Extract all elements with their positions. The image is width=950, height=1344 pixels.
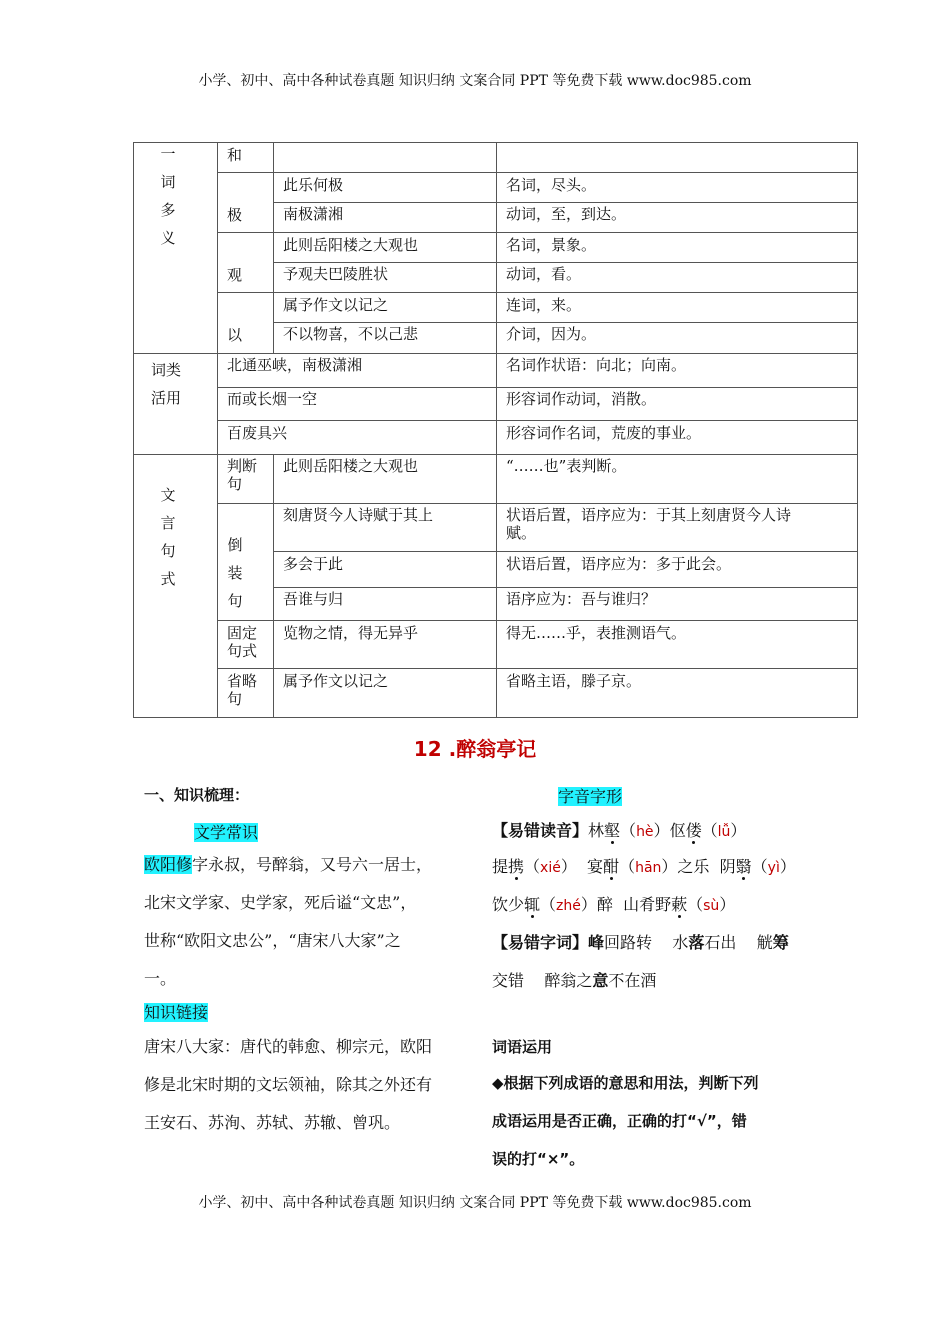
- example-guan-2: 予观夫巴陵胜状: [283, 265, 389, 283]
- explain-guan-2: 动词，看。: [506, 265, 582, 283]
- pronunciation-line-1: 【易错读音】林壑（hè）伛偻（lǚ）: [492, 821, 747, 840]
- error-words-line-2: 交错 醉翁之意不在酒: [492, 971, 657, 990]
- page-header: 小学、初中、高中各种试卷真题 知识归纳 文案合同 PPT 等免费下载 www.doc985.com: [198, 73, 752, 89]
- explain-fixed-pattern: 得无……乎，表推测语气。: [506, 624, 687, 642]
- knowledge-link-line: 修是北宋时期的文坛领袖，除其之外还有: [144, 1075, 433, 1094]
- example-inversion-2: 多会于此: [283, 555, 344, 573]
- explain-word-class-3: 形容词作名词，荒废的事业。: [506, 424, 702, 442]
- example-inversion-1: 刻唐贤今人诗赋于其上: [283, 506, 434, 524]
- knowledge-table: [133, 142, 858, 718]
- example-word-class-2: 而或长烟一空: [227, 390, 318, 408]
- literature-label: 文学常识: [194, 823, 259, 842]
- instruction-line: 成语运用是否正确，正确的打“√”，错: [492, 1112, 747, 1130]
- knowledge-link-line: 王安石、苏洵、苏轼、苏辙、曾巩。: [144, 1113, 401, 1132]
- type-omission: 省略 句: [227, 672, 258, 708]
- explain-yi-1: 连词，来。: [506, 296, 582, 314]
- explain-word-class-1: 名词作状语：向北；向南。: [506, 356, 687, 374]
- word-ji: 极: [227, 206, 243, 224]
- word-guan: 观: [227, 266, 243, 284]
- explain-judgment: “……也”表判断。: [506, 457, 627, 475]
- example-guan-1: 此则岳阳楼之大观也: [283, 236, 419, 254]
- type-fixed-pattern: 固定 句式: [227, 624, 258, 660]
- section-heading: 一、知识梳理：: [144, 786, 250, 804]
- pronunciation-label: 字音字形: [558, 787, 623, 806]
- explain-guan-1: 名词，景象。: [506, 236, 597, 254]
- example-ji-1: 此乐何极: [283, 176, 344, 194]
- example-fixed-pattern: 览物之情，得无异乎: [283, 624, 419, 642]
- example-ji-2: 南极潇湘: [283, 205, 344, 223]
- word-usage-heading: 词语运用: [492, 1038, 553, 1056]
- example-word-class-3: 百废具兴: [227, 424, 288, 442]
- section-label-polysemy: 一 词 多 义: [160, 145, 176, 247]
- explain-inversion-3: 语序应为：吾与谁归？: [506, 590, 657, 608]
- example-word-class-1: 北通巫峡，南极潇湘: [227, 356, 363, 374]
- author-bio-line: 世称“欧阳文忠公”，“唐宋八大家”之: [144, 931, 401, 950]
- instruction-line: ◆根据下列成语的意思和用法，判断下列: [492, 1074, 759, 1092]
- section-label-word-class: 词类 活用: [151, 361, 182, 407]
- explain-inversion-1: 状语后置，语序应为：于其上刻唐贤今人诗 赋。: [506, 506, 792, 542]
- explain-ji-1: 名词，尽头。: [506, 176, 597, 194]
- example-yi-1: 属予作文以记之: [283, 296, 389, 314]
- example-omission: 属予作文以记之: [283, 672, 389, 690]
- error-words-line-1: 【易错字词】峰回路转 水落石出 觥筹: [492, 933, 789, 952]
- explain-inversion-2: 状语后置，语序应为：多于此会。: [506, 555, 732, 573]
- word-he: 和: [227, 146, 243, 164]
- word-yi: 以: [227, 326, 243, 344]
- author-name: 欧阳修: [144, 855, 193, 874]
- example-yi-2: 不以物喜，不以己悲: [283, 325, 419, 343]
- explain-ji-2: 动词，至，到达。: [506, 205, 627, 223]
- type-inversion: 倒 装 句: [227, 536, 243, 610]
- lesson-title: 12 .醉翁亭记: [413, 737, 537, 761]
- knowledge-link-label: 知识链接: [144, 1003, 209, 1022]
- pronunciation-line-2: 提携（xié） 宴酣（hān）之乐 阴翳（yì）: [492, 857, 796, 876]
- knowledge-link-line: 唐宋八大家：唐代的韩愈、柳宗元，欧阳: [144, 1037, 433, 1056]
- author-bio-line: 北宋文学家、史学家，死后谥“文忠”，: [144, 893, 417, 912]
- explain-word-class-2: 形容词作动词，消散。: [506, 390, 657, 408]
- example-judgment: 此则岳阳楼之大观也: [283, 457, 419, 475]
- explain-yi-2: 介词，因为。: [506, 325, 597, 343]
- page-footer: 小学、初中、高中各种试卷真题 知识归纳 文案合同 PPT 等免费下载 www.doc985.com: [198, 1195, 752, 1211]
- pronunciation-line-3: 饮少辄（zhé）醉 山肴野蔌（sù）: [492, 895, 736, 914]
- type-judgment: 判断 句: [227, 457, 258, 493]
- section-label-sentence-patterns: 文 言 句 式: [160, 486, 176, 588]
- author-bio-line: 一。: [144, 969, 177, 988]
- author-line: 欧阳修字永叔，号醉翁，又号六一居士，: [144, 855, 433, 874]
- explain-omission: 省略主语，滕子京。: [506, 672, 642, 690]
- example-inversion-3: 吾谁与归: [283, 590, 344, 608]
- instruction-line: 误的打“×”。: [492, 1150, 585, 1168]
